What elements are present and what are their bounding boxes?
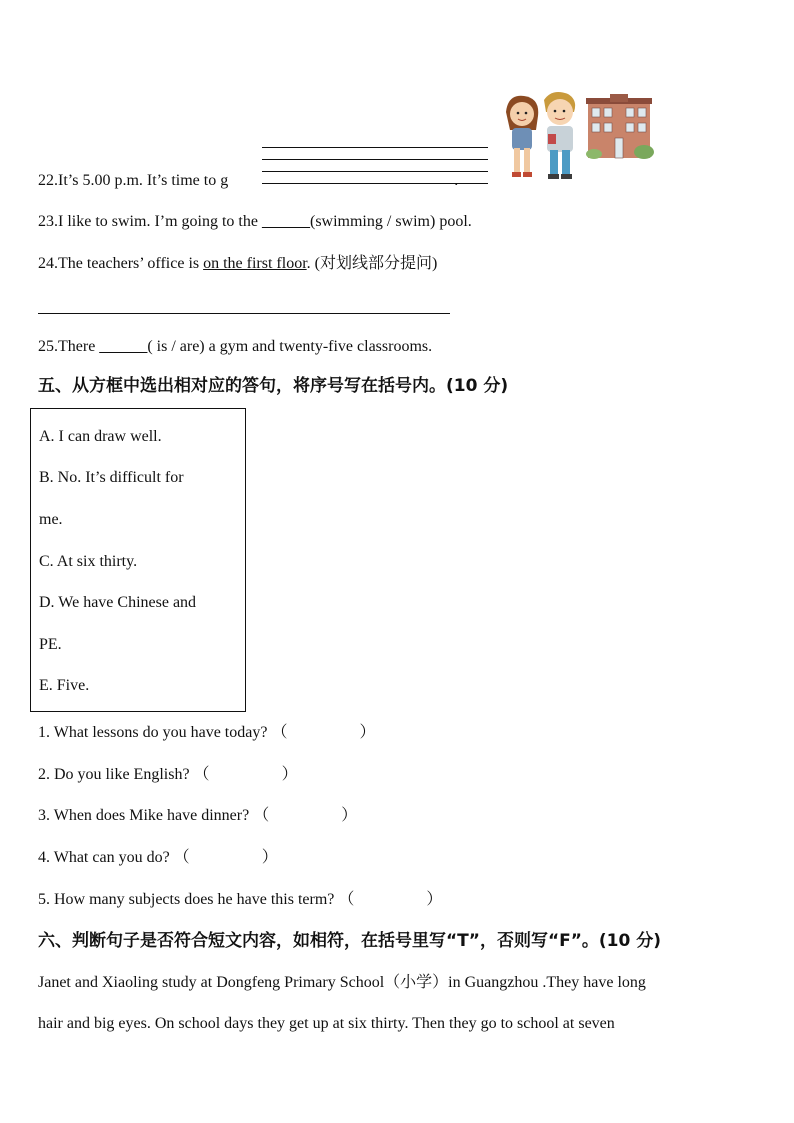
option-item: PE. — [39, 636, 62, 653]
answer-paren-close: ） — [261, 849, 278, 866]
question-25-blank[interactable]: ______ — [99, 338, 148, 355]
answer-paren-open[interactable]: （ — [338, 891, 355, 908]
question-24-after: . (对划线部分提问) — [306, 255, 438, 272]
question-22-end: . — [454, 172, 459, 189]
answer-paren-close: ） — [341, 807, 358, 824]
matching-question-text: 4. What can you do? — [38, 849, 170, 866]
section-5-title: 五、从方框中选出相对应的答句，将序号写在括号内。(10 分) — [38, 376, 509, 396]
girl-figure — [506, 96, 538, 177]
question-24 — [38, 254, 437, 274]
option-item: A. I can draw well. — [39, 428, 162, 445]
matching-question-text: 2. Do you like English? — [38, 766, 190, 783]
question-24-before: 24.The teachers’ office is — [38, 255, 204, 272]
answer-blank-line[interactable] — [262, 159, 488, 160]
option-item: B. No. It’s difficult for — [39, 469, 184, 486]
children-school-illustration — [500, 90, 656, 186]
question-25 — [38, 337, 432, 357]
question-23 — [38, 212, 472, 232]
option-item: me. — [39, 511, 63, 528]
matching-question-5 — [38, 890, 442, 910]
passage-line: Janet and Xiaoling study at Dongfeng Primary School（小学）in Guangzhou .They have long — [38, 974, 646, 991]
question-24-underlined-phrase: on the first floor — [203, 255, 307, 272]
matching-question-3 — [38, 806, 357, 826]
option-item: E. Five. — [39, 677, 90, 694]
question-23-after: (swimming / swim) pool. — [309, 213, 472, 230]
school-building-icon — [586, 94, 654, 159]
options-box — [30, 408, 246, 712]
passage-line: hair and big eyes. On school days they get up at six thirty. Then they go to school at seven — [38, 1015, 615, 1032]
question-24-answer-line[interactable] — [38, 313, 450, 314]
answer-paren-open[interactable]: （ — [173, 849, 190, 866]
matching-question-text: 1. What lessons do you have today? — [38, 724, 268, 741]
section-6-title: 六、判断句子是否符合短文内容，如相符，在括号里写“T”，否则写“F”。(10 分) — [38, 931, 662, 951]
question-22-text: 22.It’s 5.00 p.m. It’s time to g — [38, 172, 229, 189]
answer-blank-line[interactable] — [262, 147, 488, 148]
option-item: D. We have Chinese and — [39, 594, 197, 611]
answer-paren-open[interactable]: （ — [253, 807, 270, 824]
question-25-before: 25.There — [38, 338, 100, 355]
question-23-blank[interactable]: ______ — [261, 213, 310, 230]
answer-paren-close: ） — [281, 766, 298, 783]
matching-question-text: 3. When does Mike have dinner? — [38, 807, 250, 824]
question-25-after: ( is / are) a gym and twenty-five classrooms. — [147, 338, 433, 355]
answer-paren-close: ） — [426, 891, 443, 908]
matching-question-2 — [38, 765, 298, 785]
boy-figure — [544, 92, 575, 179]
matching-question-4 — [38, 848, 278, 868]
matching-question-text: 5. How many subjects does he have this term? — [38, 891, 335, 908]
answer-paren-open[interactable]: （ — [271, 724, 288, 741]
matching-question-1 — [38, 723, 375, 743]
question-23-before: 23.I like to swim. I’m going to the — [38, 213, 262, 230]
answer-paren-open[interactable]: （ — [193, 766, 210, 783]
question-22 — [38, 171, 458, 191]
option-item: C. At six thirty. — [39, 553, 138, 570]
answer-paren-close: ） — [359, 724, 376, 741]
